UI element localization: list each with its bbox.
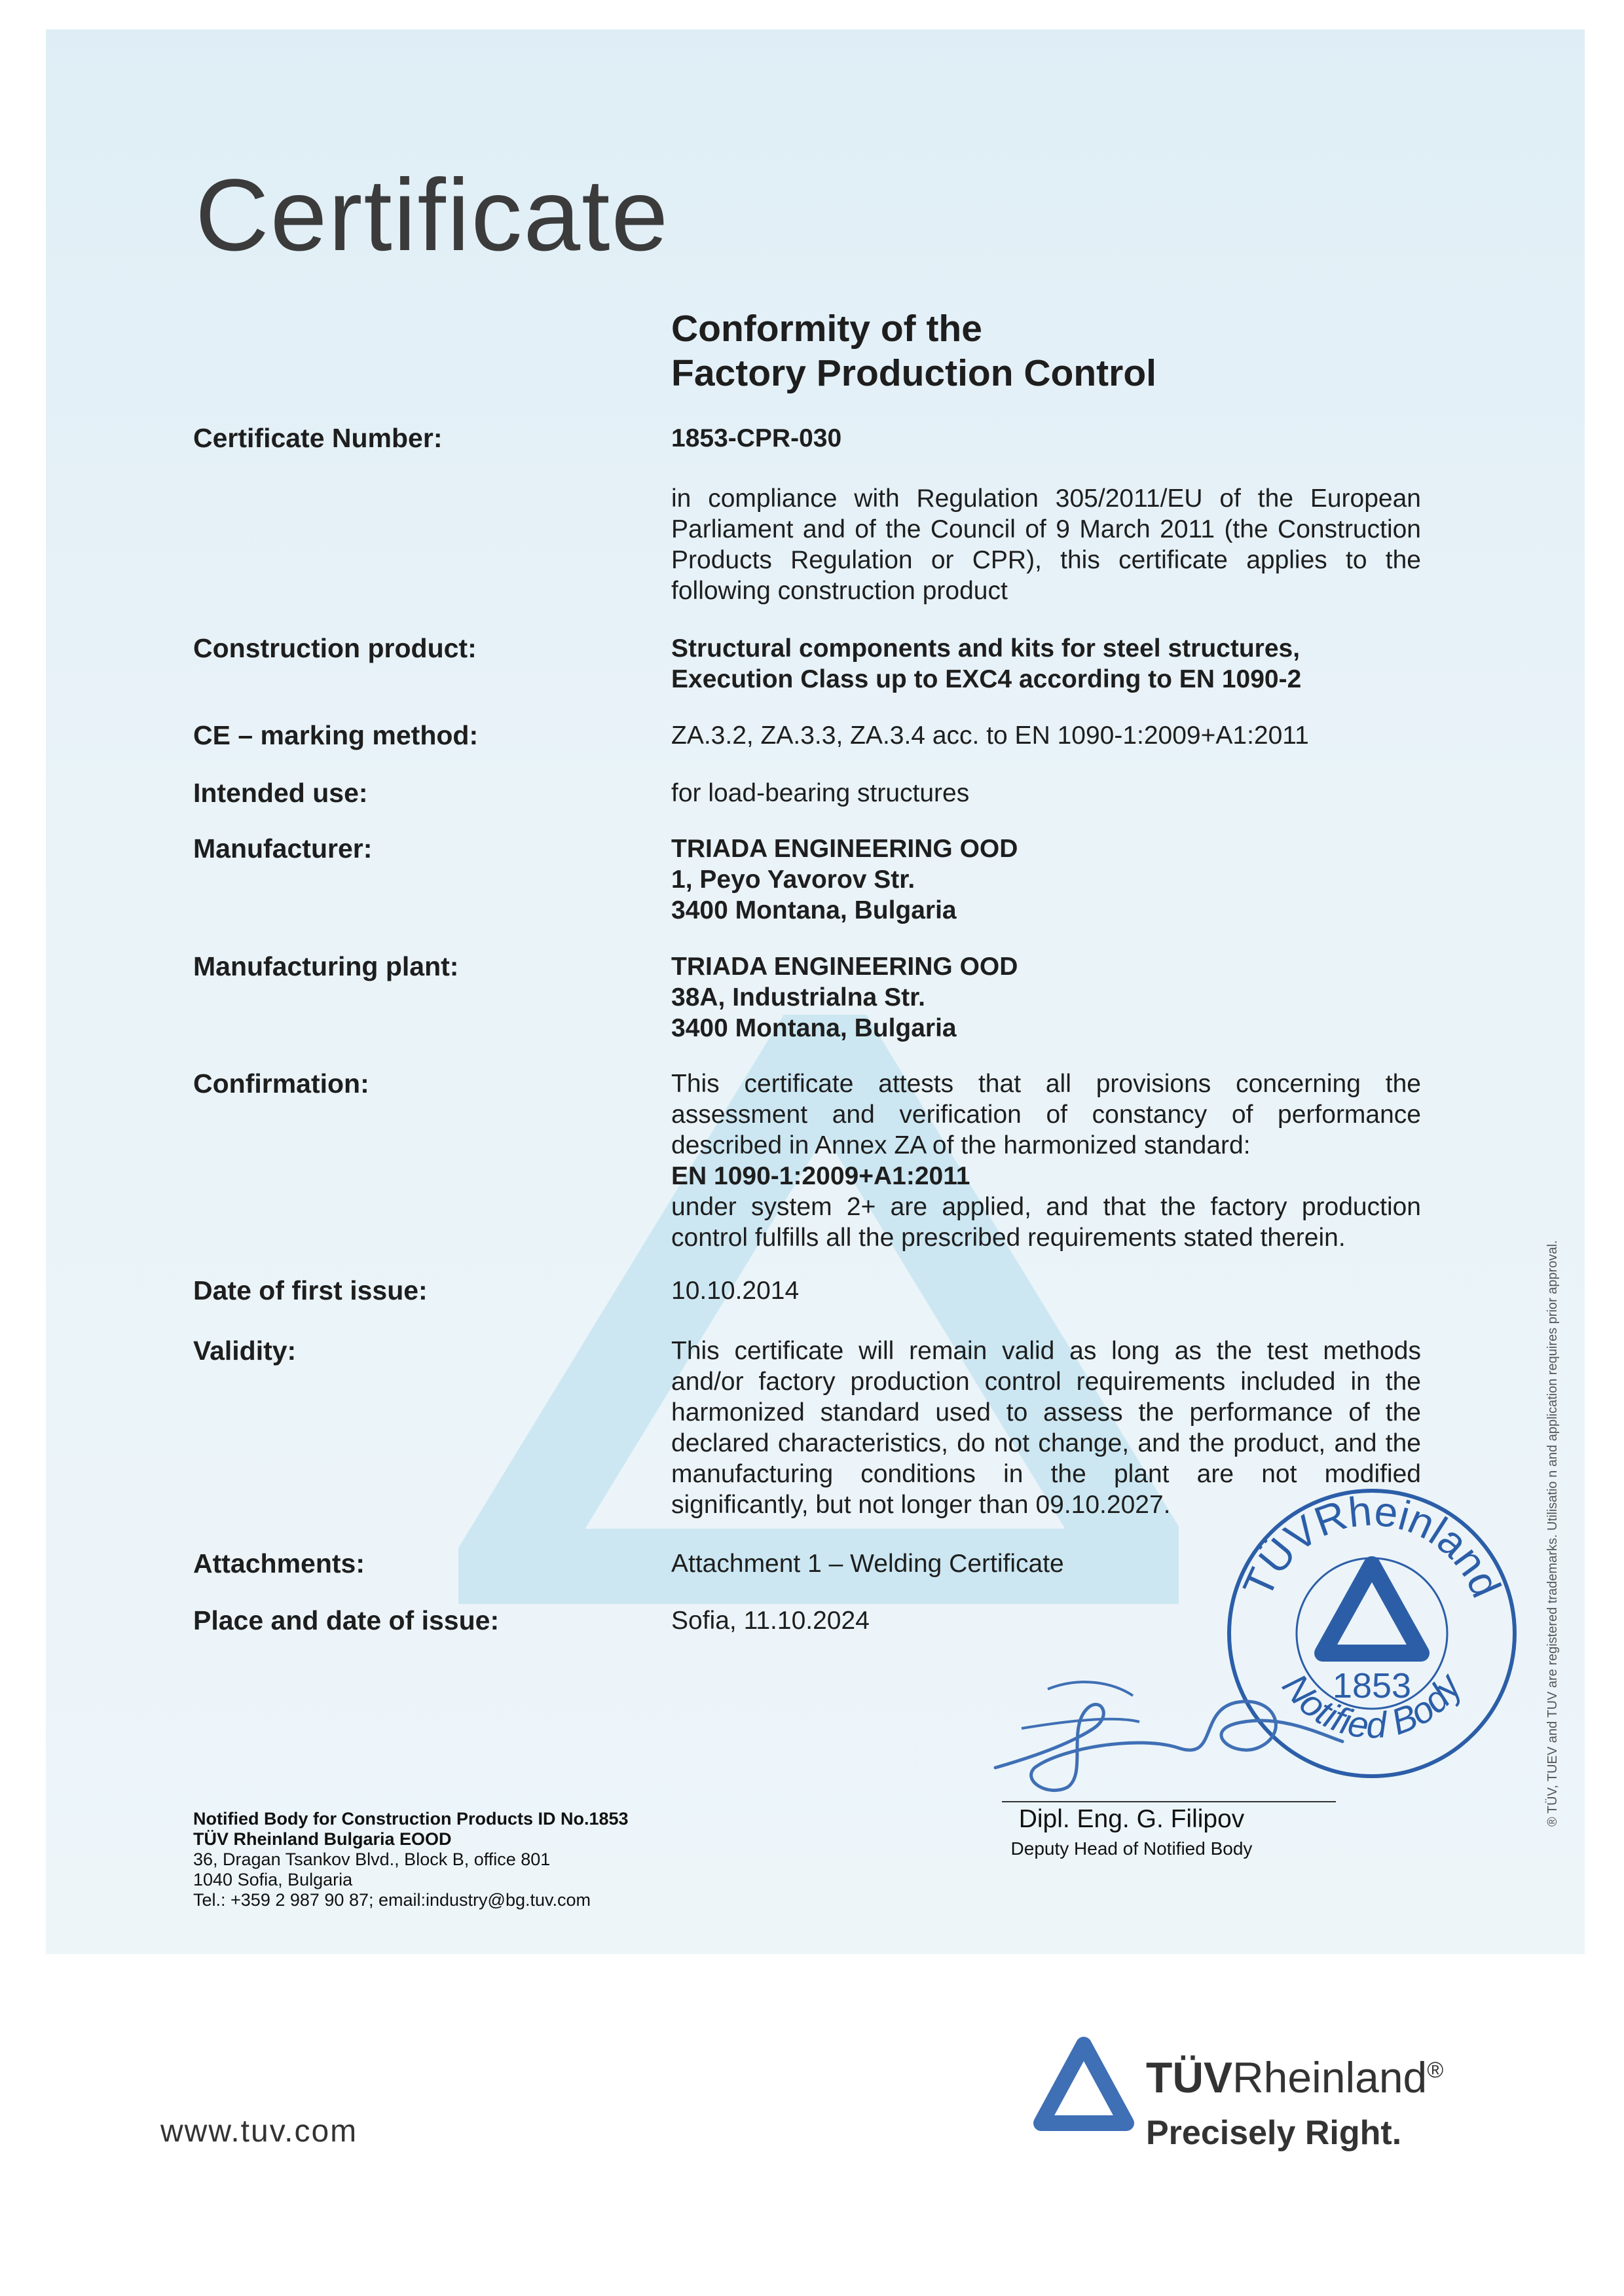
plant-city: 3400 Montana, Bulgaria [671,1014,957,1042]
footer-address: 36, Dragan Tsankov Blvd., Block B, office 801 [193,1850,551,1869]
certificate-number-value: 1853-CPR-030 [671,424,842,452]
manufacturer-street: 1, Peyo Yavorov Str. [671,866,915,894]
certificate-title: Certificate [195,158,670,272]
heading-line-1: Conformity of the [671,308,982,350]
manufacturer-city: 3400 Montana, Bulgaria [671,896,957,924]
brand-rest: Rheinland [1232,2053,1428,2102]
plant-label: Manufacturing plant: [193,951,459,981]
ce-marking-label: CE – marking method: [193,720,479,750]
brand-name [1146,2052,1443,2102]
first-issue-label: Date of first issue: [193,1275,428,1305]
footer-contact: Tel.: +359 2 987 90 87; email:industry@bg.tuv.com [193,1890,591,1910]
confirmation-text-1: This certificate attests that all provisions concerning the assessment and verification of constancy of performance described in Annex ZA of the harmonized standard: [671,1070,1421,1159]
signer-role: Deputy Head of Notified Body [1010,1838,1253,1859]
plant-value [671,951,1421,1044]
footer-notified-body: Notified Body for Construction Products ID No.1853 [193,1809,629,1829]
certificate-number-label: Certificate Number: [193,423,443,453]
certificate-heading [671,306,1156,395]
handwritten-signature [982,1650,1349,1820]
intended-use-label: Intended use: [193,778,368,808]
place-date-label: Place and date of issue: [193,1605,500,1635]
brand-slogan: Precisely Right. [1146,2114,1402,2152]
intended-use-value: for load-bearing structures [671,779,970,807]
plant-street: 38A, Industrialna Str. [671,983,925,1011]
footer-city: 1040 Sofia, Bulgaria [193,1870,353,1889]
validity-label: Validity: [193,1336,297,1366]
trademark-note: ® TÜV, TUEV and TUV are registered trademarks. Utilisatio n and application requires prior approval. [1545,1240,1560,1827]
construction-product-line-2: Execution Class up to EXC4 according to EN 1090-2 [671,665,1302,693]
plant-name: TRIADA ENGINEERING OOD [671,953,1018,981]
manufacturer-name: TRIADA ENGINEERING OOD [671,835,1018,863]
website-link[interactable]: www.tuv.com [160,2114,358,2149]
construction-product-label: Construction product: [193,633,477,663]
stamp-top-text: TÜVRheinland [1233,1487,1511,1605]
footer-company: TÜV Rheinland Bulgaria EOOD [193,1829,452,1849]
compliance-text: in compliance with Regulation 305/2011/EU of the European Parliament and of the Council of 9 March 2011 (the Construction Products Regulation or CPR), this certificate applies to the following construction product [671,484,1421,605]
manufacturer-label: Manufacturer: [193,833,373,864]
brand-bold: TÜV [1146,2053,1232,2102]
first-issue-value: 10.10.2014 [671,1277,800,1305]
signer-name: Dipl. Eng. G. Filipov [1018,1805,1245,1833]
issuer-footer [193,1809,629,1910]
confirmation-text-2: under system 2+ are applied, and that the factory production control fulfills all the prescribed requirements stated therein. [671,1193,1421,1252]
heading-line-2: Factory Production Control [671,352,1156,394]
construction-product-line-1: Structural components and kits for steel structures, [671,634,1301,663]
attachments-value: Attachment 1 – Welding Certificate [671,1550,1064,1578]
brand-registered: ® [1427,2058,1444,2083]
stamp-number: 1853 [1332,1666,1412,1705]
confirmation-standard: EN 1090-1:2009+A1:2011 [671,1162,970,1190]
svg-text:TÜVRheinland [1234,1487,1510,1604]
validity-value: This certificate will remain valid as long as the test methods and/or factory production control requirements included in the harmonized standard used to assess the performance of the declared characteristics, do not change, and the product, and the manufacturing conditions in the plant are not modified significantly, but not longer than 09.10.2027. [671,1337,1421,1519]
place-date-value: Sofia, 11.10.2024 [671,1607,870,1635]
ce-marking-value: ZA.3.2, ZA.3.3, ZA.3.4 acc. to EN 1090-1:2009+A1:2011 [671,721,1309,750]
confirmation-value [671,1068,1421,1253]
stamp-bottom-text: Notified Body [1274,1666,1469,1746]
manufacturer-value [671,833,1421,926]
confirmation-label: Confirmation: [193,1068,369,1099]
construction-product-value [671,633,1421,695]
attachments-label: Attachments: [193,1548,365,1578]
